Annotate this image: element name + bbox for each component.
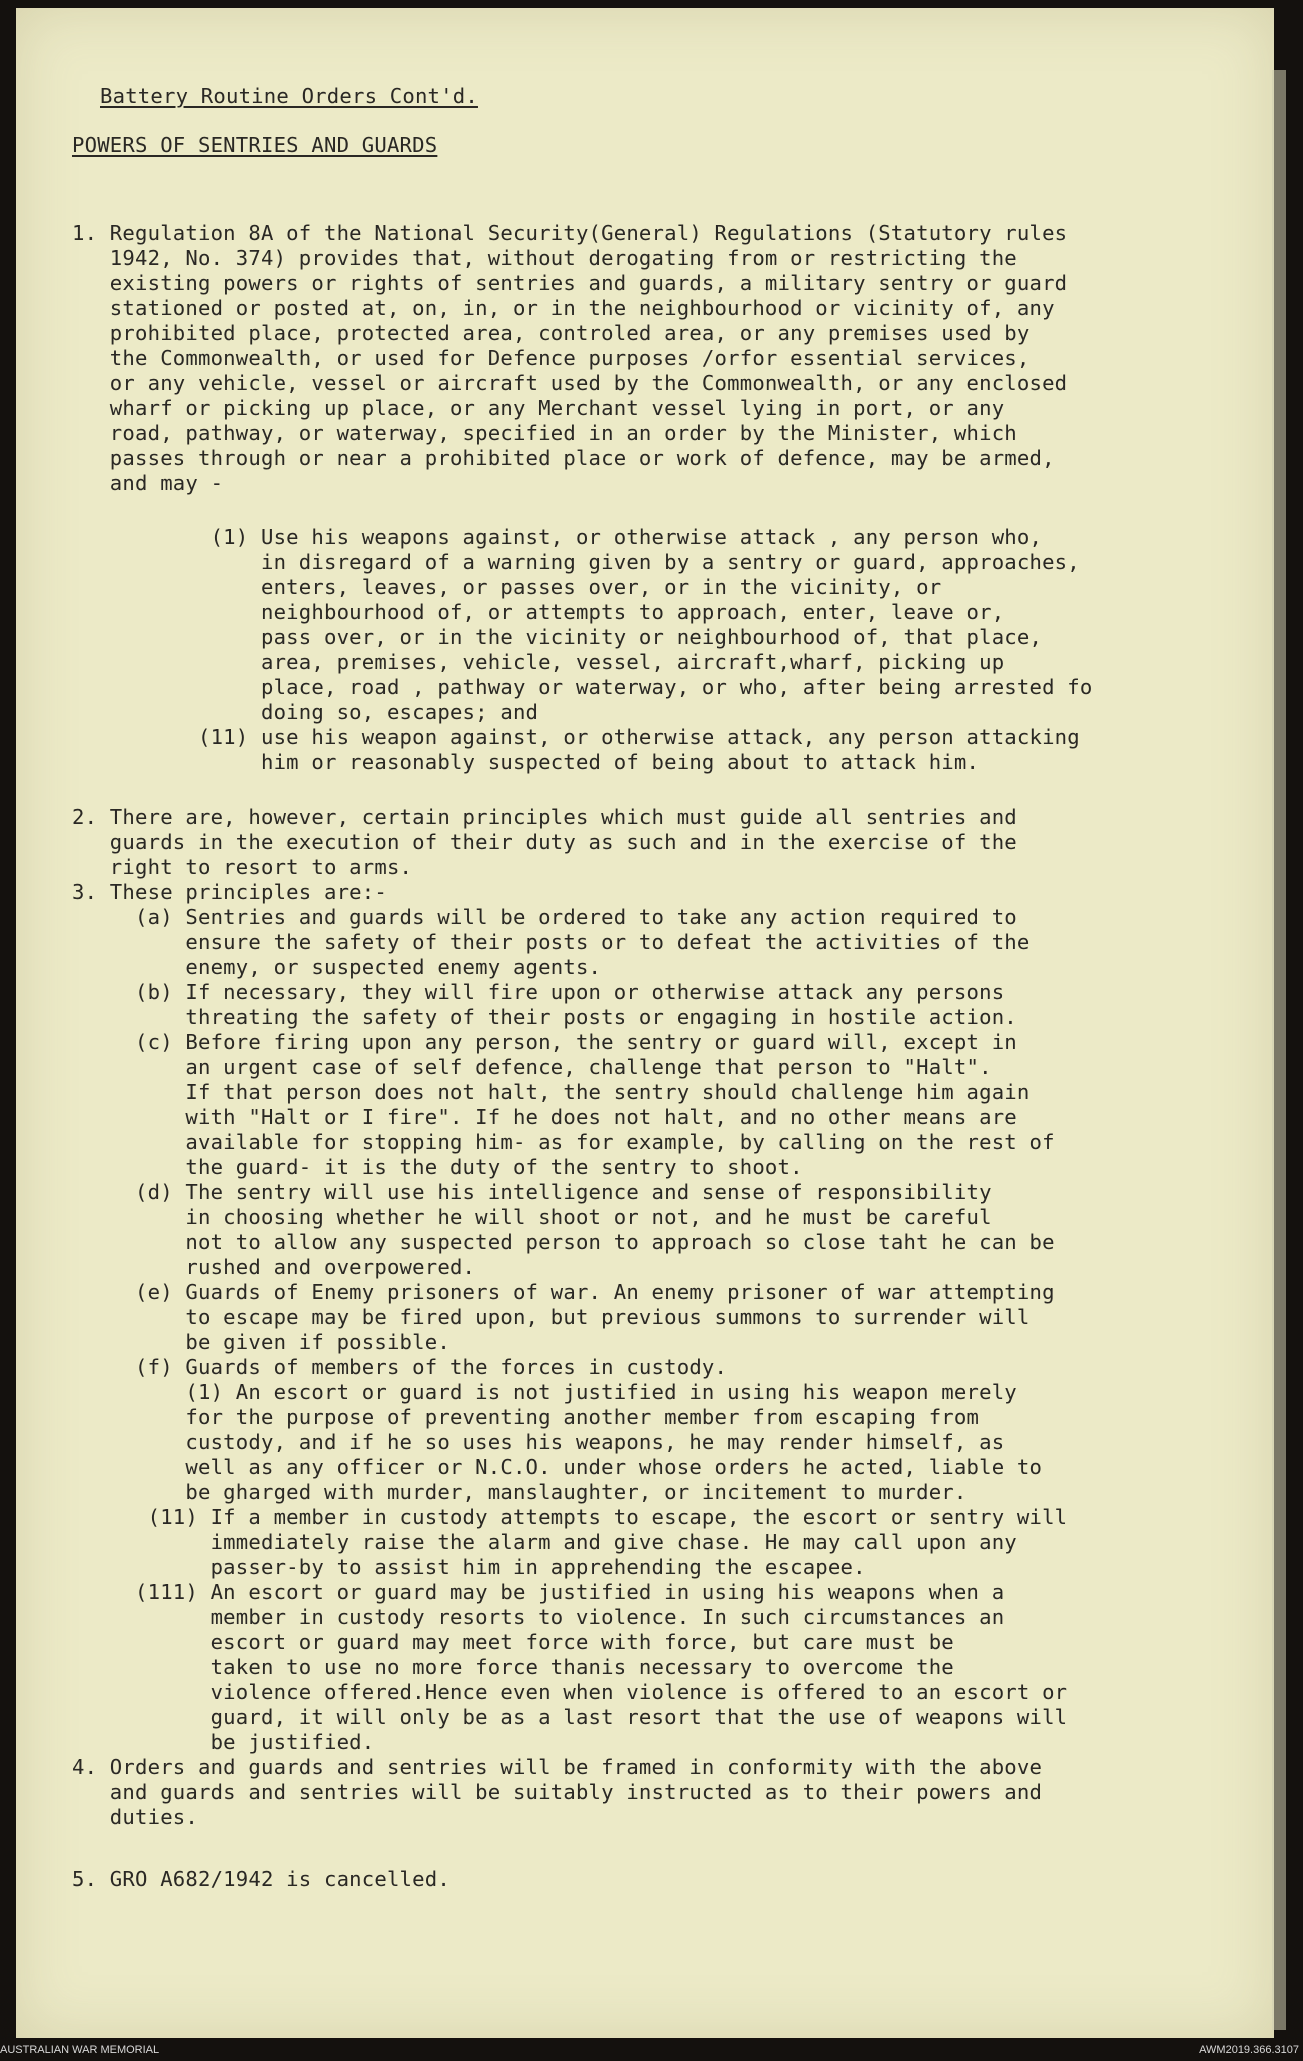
document-line: threating the safety of their posts or engaging in hostile action. — [72, 1005, 1017, 1029]
document-line: him or reasonably suspected of being about to attack him. — [72, 750, 980, 774]
document-line: immediately raise the alarm and give chase. He may call upon any — [72, 1530, 1017, 1554]
document-line: in choosing whether he will shoot or not, and he must be careful — [72, 1205, 992, 1229]
document-line: (1) An escort or guard is not justified in using his weapon merely — [72, 1380, 1017, 1404]
document-line: 2. There are, however, certain principles which must guide all sentries and — [72, 805, 1017, 829]
section-heading: POWERS OF SENTRIES AND GUARDS — [72, 133, 438, 157]
document-line: or any vehicle, vessel or aircraft used by the Commonwealth, or any enclosed — [72, 371, 1068, 395]
document-line: (1) Use his weapons against, or otherwise attack , any person who, — [72, 525, 1043, 549]
document-line: and guards and sentries will be suitably instructed as to their powers and — [72, 1780, 1043, 1804]
document-line: in disregard of a warning given by a sentry or guard, approaches, — [72, 550, 1080, 574]
document-line: stationed or posted at, on, in, or in the neighbourhood or vicinity of, any — [72, 296, 1055, 320]
document-line: with "Halt or I fire". If he does not halt, and no other means are — [72, 1105, 1017, 1129]
document-line: an urgent case of self defence, challenge that person to "Halt". — [72, 1055, 992, 1079]
document-line: (d) The sentry will use his intelligence and sense of responsibility — [72, 1180, 992, 1204]
document-line: road, pathway, or waterway, specified in an order by the Minister, which — [72, 421, 1017, 445]
document-line: (a) Sentries and guards will be ordered to take any action required to — [72, 905, 1017, 929]
document-line: pass over, or in the vicinity or neighbourhood of, that place, — [72, 625, 1043, 649]
document-line: the guard- it is the duty of the sentry to shoot. — [72, 1155, 803, 1179]
document-line: (111) An escort or guard may be justified in using his weapons when a — [72, 1580, 1005, 1604]
document-line: escort or guard may meet force with force, but care must be — [72, 1630, 954, 1654]
document-line: be gharged with murder, manslaughter, or incitement to murder. — [72, 1480, 967, 1504]
document-line: violence offered.Hence even when violence is offered to an escort or — [72, 1680, 1068, 1704]
document-line: 4. Orders and guards and sentries will be framed in conformity with the above — [72, 1755, 1043, 1779]
document-line: (e) Guards of Enemy prisoners of war. An enemy prisoner of war attempting — [72, 1280, 1055, 1304]
document-line: 1. Regulation 8A of the National Security(General) Regulations (Statutory rules — [72, 221, 1068, 245]
document-line: guard, it will only be as a last resort that the use of weapons will — [72, 1705, 1068, 1729]
document-line: doing so, escapes; and — [72, 700, 539, 724]
footer-archive-name: AUSTRALIAN WAR MEMORIAL — [0, 2044, 160, 2056]
document-line: well as any officer or N.C.O. under whose orders he acted, liable to — [72, 1455, 1043, 1479]
document-line: passer-by to assist him in apprehending the escapee. — [72, 1555, 866, 1579]
document-line: passes through or near a prohibited place or work of defence, may be armed, — [72, 446, 1055, 470]
document-line: duties. — [72, 1805, 198, 1829]
document-line: guards in the execution of their duty as such and in the exercise of the — [72, 830, 1017, 854]
document-line: be given if possible. — [72, 1330, 450, 1354]
document-line: prohibited place, protected area, controled area, or any premises used by — [72, 321, 1030, 345]
footer-accession-number: AWM2019.366.3107 — [1199, 2044, 1299, 2056]
document-line: member in custody resorts to violence. In such circumstances an — [72, 1605, 1005, 1629]
document-line: available for stopping him- as for example, by calling on the rest of — [72, 1130, 1055, 1154]
document-line: place, road , pathway or waterway, or who, after being arrested fo — [72, 675, 1093, 699]
document-line: 5. GRO A682/1942 is cancelled. — [72, 1867, 450, 1891]
document-line: and may - — [72, 471, 224, 495]
document-line: neighbourhood of, or attempts to approach, enter, leave or, — [72, 600, 1005, 624]
document-line: wharf or picking up place, or any Merchant vessel lying in port, or any — [72, 396, 1005, 420]
document-line: the Commonwealth, or used for Defence purposes /orfor essential services, — [72, 346, 1030, 370]
document-line: right to resort to arms. — [72, 855, 413, 879]
document-line: ensure the safety of their posts or to defeat the activities of the — [72, 930, 1030, 954]
document-line: If that person does not halt, the sentry should challenge him again — [72, 1080, 1030, 1104]
document-line: not to allow any suspected person to approach so close taht he can be — [72, 1230, 1055, 1254]
document-line: 1942, No. 374) provides that, without derogating from or restricting the — [72, 246, 1017, 270]
document-line: to escape may be fired upon, but previous summons to surrender will — [72, 1305, 1030, 1329]
document-line: (11) use his weapon against, or otherwise attack, any person attacking — [72, 725, 1080, 749]
document-line: for the purpose of preventing another member from escaping from — [72, 1405, 980, 1429]
document-line: (f) Guards of members of the forces in custody. — [72, 1355, 728, 1379]
document-line: enters, leaves, or passes over, or in the vicinity, or — [72, 575, 942, 599]
document-line: 3. These principles are:- — [72, 880, 387, 904]
paper-edge — [1272, 70, 1286, 2030]
document-line: (b) If necessary, they will fire upon or otherwise attack any persons — [72, 980, 1005, 1004]
document-line: (c) Before firing upon any person, the sentry or guard will, except in — [72, 1030, 1017, 1054]
document-line: area, premises, vehicle, vessel, aircraft,wharf, picking up — [72, 650, 1005, 674]
document-line: enemy, or suspected enemy agents. — [72, 955, 602, 979]
document-line: existing powers or rights of sentries and guards, a military sentry or guard — [72, 271, 1068, 295]
document-line: rushed and overpowered. — [72, 1255, 476, 1279]
document-title: Battery Routine Orders Cont'd. — [100, 84, 478, 108]
document-line: be justified. — [72, 1730, 375, 1754]
document-line: taken to use no more force thanis necessary to overcome the — [72, 1655, 954, 1679]
document-line: (11) If a member in custody attempts to escape, the escort or sentry will — [72, 1505, 1068, 1529]
document-line: custody, and if he so uses his weapons, he may render himself, as — [72, 1430, 1005, 1454]
